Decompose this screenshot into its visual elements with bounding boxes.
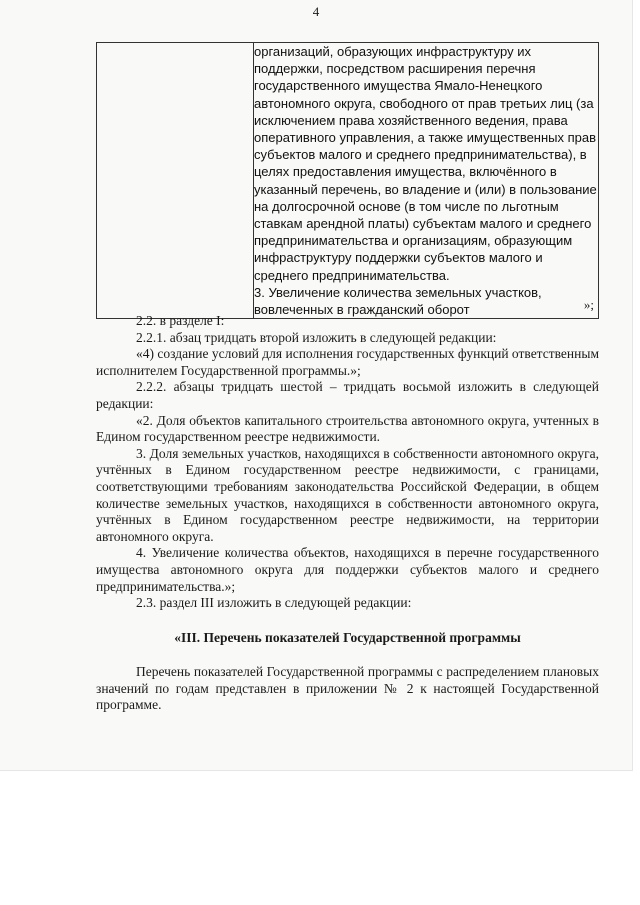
- paragraph-item-2: «2. Доля объектов капитального строительства автономного округа, учтенных в Едином государственном реестре недвижимости.: [96, 412, 599, 445]
- paragraph-2-2: 2.2. в разделе I:: [136, 313, 225, 328]
- table-row: [97, 43, 599, 319]
- paragraph-item-4: «4) создание условий для исполнения государственных функций ответственным исполнителем Государственной программы.»;: [96, 346, 599, 378]
- continued-table: [96, 42, 599, 319]
- section-heading: «III. Перечень показателей Государственной программы: [174, 629, 521, 645]
- page-number: 4: [312, 4, 320, 19]
- paragraph-item-3: 3. Доля земельных участков, находящихся в собственности автономного округа, учтённых в Едином государственном реестре недвижимости, с границами, соответствующими требованиям законодательства Российской Федерации, в общем количестве земельных участков, находящихся в собственности автономного округа, учтённых в Едином государственном реестре недвижимости, на территории автономного округа.: [96, 445, 599, 544]
- paragraph-2-2-2: 2.2.2. абзацы тридцать шестой – тридцать восьмой изложить в следующей редакции:: [96, 379, 599, 411]
- table-cell-paragraph: организаций, образующих инфраструктуру их поддержки, посредством расширения перечня государственного имущества Ямало-Ненецкого автономного округа, свободного от прав третьих лиц (за исключением права хозяйственного ведения, права оперативного управления, а также имущественных прав субъектов малого и среднего предпринимательства), в целях предоставления имущества, включённого в указанный перечень, во владение и (или) в пользование на долгосрочной основе (в том числе по льготным ставкам арендной платы) субъектам малого и среднего предпринимательства и организациям, образующим инфраструктуру поддержки субъектов малого и среднего предпринимательства.: [254, 44, 597, 283]
- table-cell-empty: [97, 43, 254, 319]
- paragraph-2-2-1: 2.2.1. абзац тридцать второй изложить в следующей редакции:: [136, 329, 497, 345]
- paragraph-indicators-list: Перечень показателей Государственной программы с распределением плановых значений по годам представлен в приложении № 2 к настоящей Государственной программе.: [96, 664, 599, 713]
- table-cell-content: [254, 43, 599, 319]
- document-body: [96, 313, 599, 714]
- table-cell-item-3: 3. Увеличение количества земельных участков, вовлеченных в гражданский оборот: [254, 284, 542, 318]
- quote-close: »;: [583, 297, 594, 312]
- paragraph-item-4-increase: 4. Увеличение количества объектов, находящихся в перечне государственного имущества автономного округа для поддержки субъектов малого и среднего предпринимательства.»;: [96, 545, 599, 594]
- paragraph-2-3: 2.3. раздел III изложить в следующей редакции:: [136, 595, 412, 611]
